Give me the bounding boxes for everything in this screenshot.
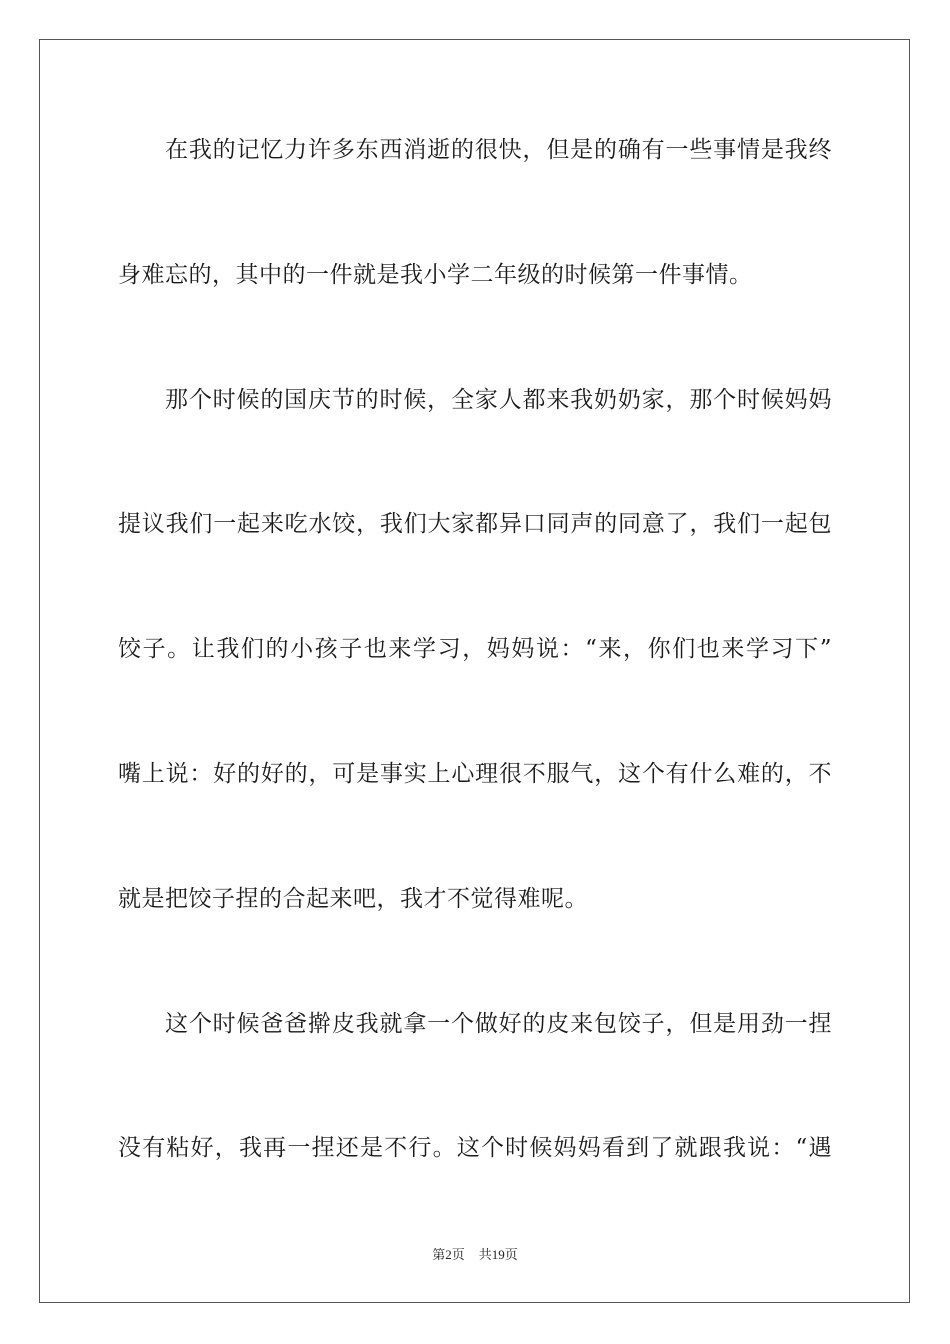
page-number: 第2页 <box>432 1247 465 1262</box>
page-total: 共19页 <box>478 1247 518 1262</box>
page-footer <box>0 1246 950 1264</box>
paragraph-2-line-3: 饺子。让我们的小孩子也来学习，妈妈说：“来，你们也来学习下” <box>118 636 832 662</box>
paragraph-3-line-2: 没有粘好，我再一捏还是不行。这个时候妈妈看到了就跟我说：“遇 <box>118 1135 832 1161</box>
paragraph-1-line-1: 在我的记忆力许多东西消逝的很快，但是的确有一些事情是我终 <box>165 137 832 163</box>
paragraph-2-line-4: 嘴上说：好的好的，可是事实上心理很不服气，这个有什么难的，不 <box>118 761 832 787</box>
paragraph-2-line-1: 那个时候的国庆节的时候，全家人都来我奶奶家，那个时候妈妈 <box>165 387 832 413</box>
paragraph-1-line-2: 身难忘的，其中的一件就是我小学二年级的时候第一件事情。 <box>118 262 753 288</box>
paragraph-2-line-2: 提议我们一起来吃水饺，我们大家都异口同声的同意了，我们一起包 <box>118 511 832 537</box>
page-border <box>39 39 910 1303</box>
paragraph-3-line-1: 这个时候爸爸擀皮我就拿一个做好的皮来包饺子，但是用劲一捏 <box>165 1011 832 1037</box>
paragraph-2-line-5: 就是把饺子捏的合起来吧，我才不觉得难呢。 <box>118 886 588 912</box>
